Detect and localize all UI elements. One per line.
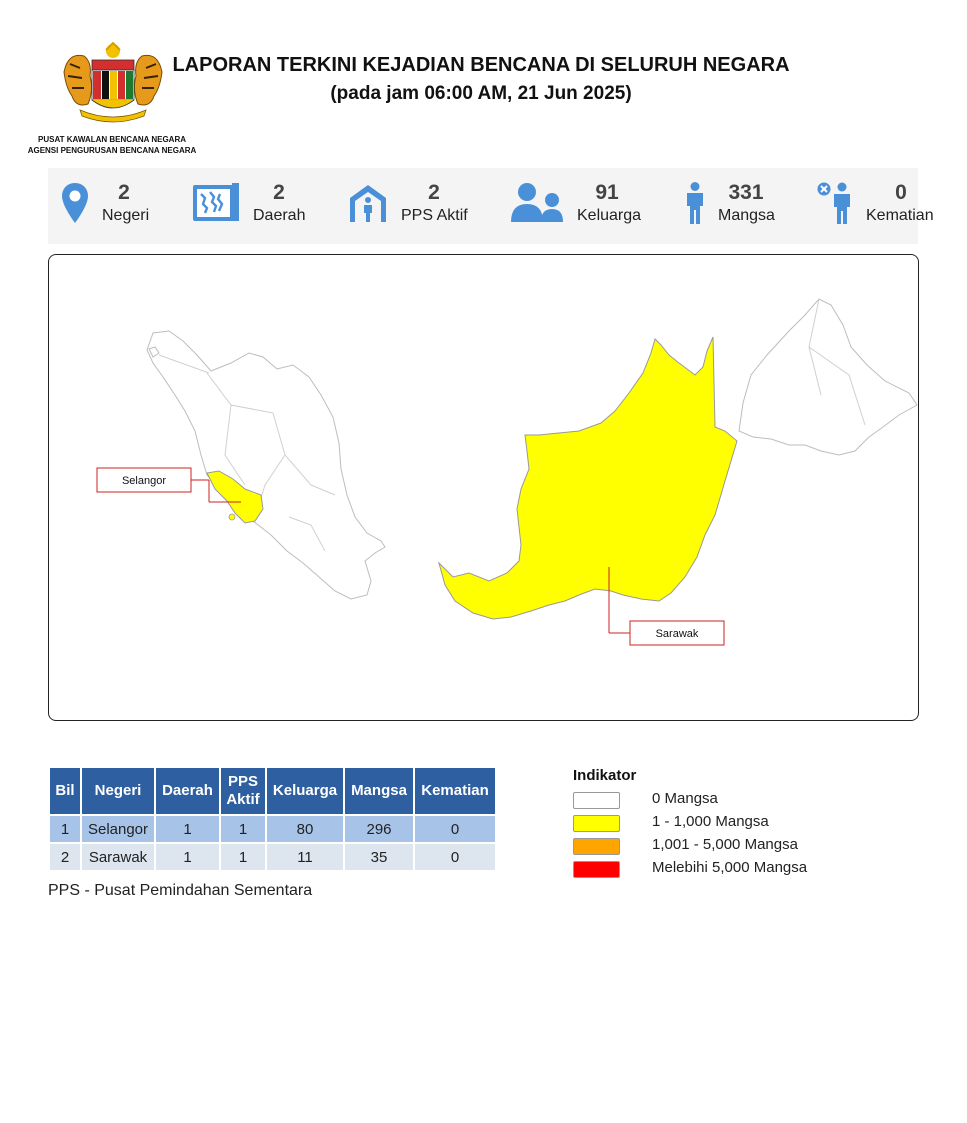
stat-keluarga-label: Keluarga [577, 207, 642, 224]
legend-title: Indikator [573, 767, 637, 784]
cell-mangsa: 35 [345, 844, 413, 870]
stat-daerah-label: Daerah [253, 207, 306, 224]
header-kematian: Kematian [415, 768, 495, 814]
peninsular-malaysia-outline [147, 331, 385, 599]
stat-pps-label: PPS Aktif [401, 207, 468, 224]
stat-negeri-value: 2 [118, 181, 130, 204]
cell-negeri: Sarawak [82, 844, 154, 870]
stat-mangsa-label: Mangsa [718, 207, 775, 224]
header-bil: Bil [50, 768, 80, 814]
cell-daerah: 1 [156, 816, 219, 842]
stat-kematian-value: 0 [895, 181, 907, 204]
legend-item [573, 858, 873, 881]
stat-kematian [816, 168, 934, 244]
stat-mangsa [684, 168, 814, 244]
legend-item [573, 812, 873, 835]
agency-line-1: PUSAT KAWALAN BENCANA NEGARA [38, 135, 186, 144]
stat-kematian-label: Kematian [866, 207, 934, 224]
pps-footnote: PPS - Pusat Pemindahan Sementara [48, 882, 313, 899]
family-icon [510, 182, 566, 224]
legend-label: 1 - 1,000 Mangsa [652, 813, 769, 830]
legend-label: 0 Mangsa [652, 790, 718, 807]
cell-pps: 1 [221, 844, 265, 870]
cell-bil: 1 [50, 816, 80, 842]
header-pps-line2: Aktif [226, 791, 260, 808]
legend-swatch-high [573, 861, 620, 878]
map-legend [573, 767, 873, 881]
legend-label: 1,001 - 5,000 Mangsa [652, 836, 798, 853]
malaysia-coat-of-arms-logo [62, 42, 164, 124]
cell-keluarga: 11 [267, 844, 343, 870]
stat-daerah-value: 2 [273, 181, 285, 204]
report-title: LAPORAN TERKINI KEJADIAN BENCANA DI SELURUH NEGARA [172, 54, 790, 76]
legend-swatch-none [573, 792, 620, 809]
agency-name [20, 134, 204, 156]
district-map-icon [192, 182, 240, 222]
cell-kematian: 0 [415, 844, 495, 870]
cell-daerah: 1 [156, 844, 219, 870]
stat-mangsa-value: 331 [728, 181, 764, 204]
legend-swatch-medium [573, 838, 620, 855]
header-keluarga: Keluarga [267, 768, 343, 814]
stat-pps-aktif [348, 168, 478, 244]
cell-kematian: 0 [415, 816, 495, 842]
agency-line-2: AGENSI PENGURUSAN BENCANA NEGARA [27, 146, 197, 155]
table-row [50, 844, 495, 870]
legend-swatch-low [573, 815, 620, 832]
table-row [50, 816, 495, 842]
stat-negeri [60, 168, 180, 244]
sarawak-region [439, 337, 737, 619]
header-negeri: Negeri [82, 768, 154, 814]
malaysia-map [48, 254, 919, 721]
header-pps-aktif [221, 768, 265, 814]
table-header-row [50, 768, 495, 814]
death-person-icon [816, 181, 854, 224]
selangor-label: Selangor [121, 475, 167, 487]
stat-keluarga [510, 168, 650, 244]
sarawak-label: Sarawak [655, 628, 699, 640]
header-daerah: Daerah [156, 768, 219, 814]
legend-label: Melebihi 5,000 Mangsa [652, 859, 808, 876]
cell-keluarga: 80 [267, 816, 343, 842]
person-icon [684, 182, 706, 224]
location-pin-icon [60, 181, 90, 225]
sabah-outline [739, 299, 917, 455]
cell-bil: 2 [50, 844, 80, 870]
cell-mangsa: 296 [345, 816, 413, 842]
shelter-icon [348, 182, 388, 224]
stat-daerah [192, 168, 322, 244]
legend-item [573, 789, 873, 812]
header-mangsa: Mangsa [345, 768, 413, 814]
report-subtitle: (pada jam 06:00 AM, 21 Jun 2025) [330, 83, 632, 104]
disaster-summary-table [48, 766, 497, 872]
header-pps-line1: PPS [227, 773, 258, 790]
stat-keluarga-value: 91 [595, 181, 619, 204]
stats-bar [48, 168, 934, 244]
legend-item [573, 835, 873, 858]
stat-pps-value: 2 [428, 181, 440, 204]
cell-pps: 1 [221, 816, 265, 842]
stat-negeri-label: Negeri [102, 207, 150, 224]
cell-negeri: Selangor [82, 816, 154, 842]
